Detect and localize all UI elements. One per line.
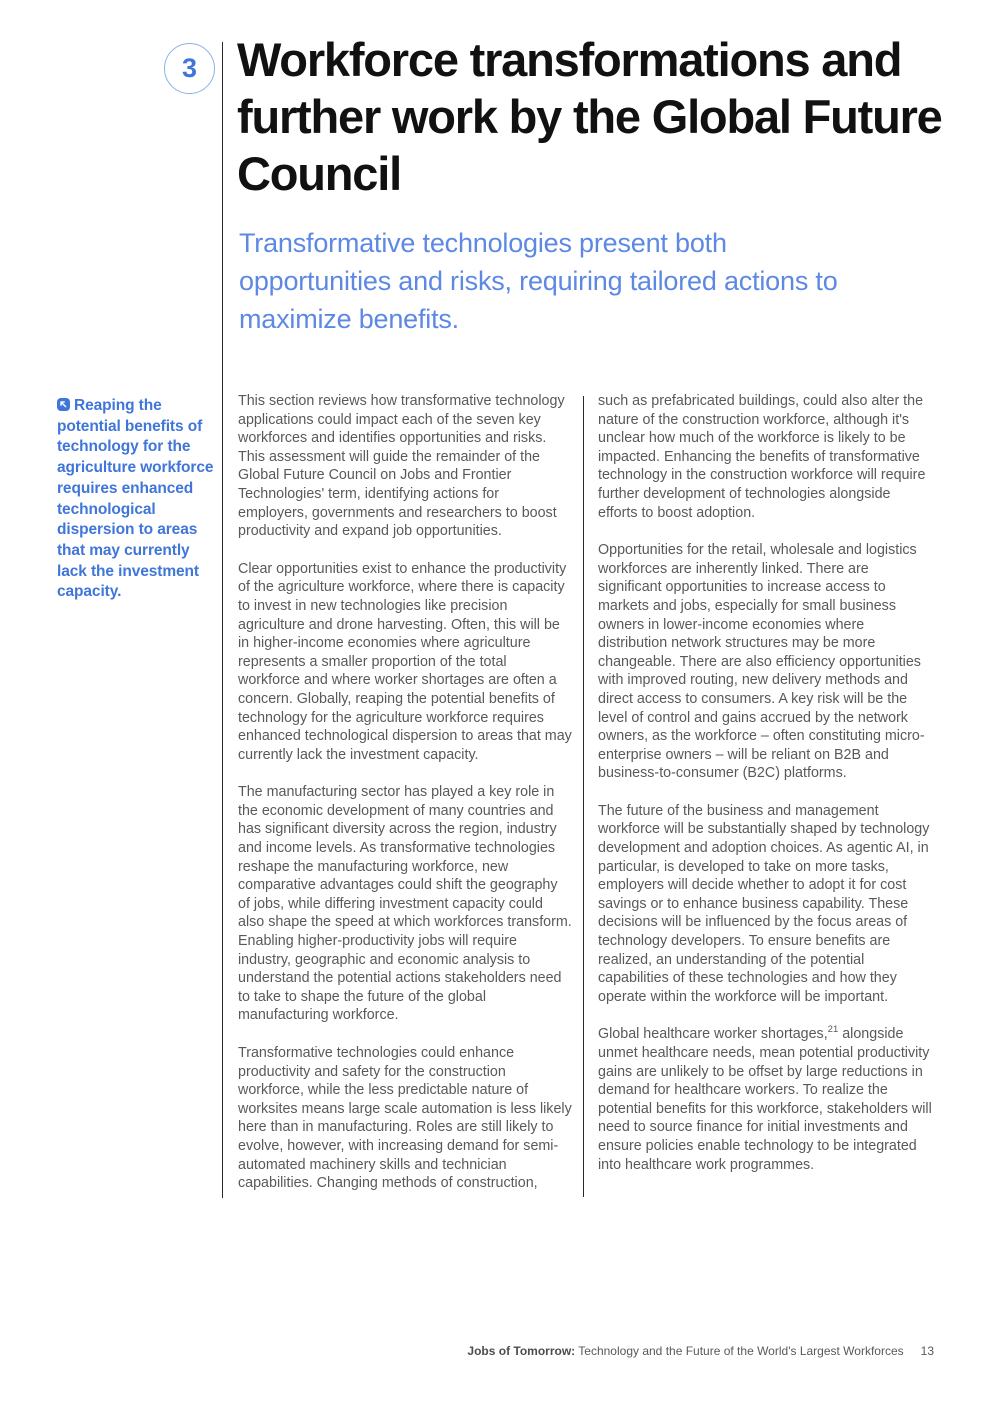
margin-callout-text: Reaping the potential benefits of technology for the agriculture workforce requires enhanced technological dispersion to areas that may currently lack the investment capacity. — [57, 397, 214, 601]
paragraph: The manufacturing sector has played a key role in the economic development of many countries and has significant diversity across the region, industry and income levels. As transformative technologies reshape the manufacturing workforce, new comparative advantages could shift the geography of jobs, while differing investment capacity could also shape the speed at which workforces transform. Enabling higher-productivity jobs will require industry, geographic and economic analysis to understand the potential actions stakeholders need to take to shape the future of the global manufacturing workforce. — [238, 784, 572, 1024]
paragraph: This section reviews how transformative technology applications could impact each of the seven key workforces and identifies opportunities and risks. This assessment will guide the remainder of the Global Future Council on Jobs and Frontier Technologies' term, identifying actions for employers, governments and researchers to boost productivity and expand job opportunities. — [238, 393, 565, 540]
paragraph: Opportunities for the retail, wholesale and logistics workforces are inherently linked. There are significant opportunities to increase access to markets and jobs, especially for small business owners in lower-income economies where distribution network structures may be more changeable. There are also efficiency opportunities with improved routing, new delivery methods and direct access to consumers. A key risk will be the level of control and gains accrued by the network owners, as the workforce – often constituting micro-enterprise owners – will be reliant on B2B and business-to-consumer (B2C) platforms. — [598, 542, 925, 782]
paragraph-text: alongside unmet healthcare needs, mean potential productivity gains are unlikely to be offset by large reductions in demand for healthcare workers. To realize the potential benefits for this workforce, stakeholders will need to source finance for initial investments and ensure policies enable technology to be integrated into healthcare work programmes. — [598, 1026, 932, 1173]
page-number: 13 — [920, 1344, 934, 1358]
callout-arrow-icon — [57, 398, 70, 411]
paragraph: Clear opportunities exist to enhance the productivity of the agriculture workforce, where there is capacity to invest in new technologies like precision agriculture and drone harvesting. Often, this will be in higher-income economies where agriculture represents a smaller proportion of the total workforce and where worker shortages are often a concern. Globally, reaping the potential benefits of technology for the agriculture workforce requires enhanced technological dispersion to areas that may currently lack the investment capacity. — [238, 560, 572, 763]
paragraph: such as prefabricated buildings, could also alter the nature of the construction workforce, although it's unclear how much of the workforce is likely to be impacted. Enhancing the benefits of transformative technology in the construction workforce will require further development of technologies alongside efforts to boost adoption. — [598, 393, 926, 521]
footer-report-title-bold: Jobs of Tomorrow: — [467, 1344, 576, 1358]
page-subtitle: Transformative technologies present both opportunities and risks, requiring tailored actions to maximize benefits. — [239, 228, 838, 334]
column-divider-rule — [583, 396, 584, 1197]
paragraph-with-footnote — [598, 1025, 932, 1174]
footnote-marker: 21 — [827, 1024, 839, 1036]
paragraph-text: Global healthcare worker shortages, — [598, 1026, 828, 1043]
body-column-right — [598, 392, 932, 1193]
page-footer — [467, 1344, 934, 1358]
footer-report-title-rest: Technology and the Future of the World's Largest Workforces — [575, 1344, 904, 1358]
margin-callout — [57, 396, 220, 603]
paragraph: The future of the business and management workforce will be substantially shaped by technology development and adoption choices. As agentic AI, in particular, is developed to take on more tasks, employers will decide whether to adopt it for cost savings or to enhance business capability. These decisions will be influenced by the focus areas of technology developers. To ensure benefits are realized, an understanding of the potential capabilities of these technologies and how they operate within the workforce will be important. — [598, 802, 930, 1005]
left-vertical-rule — [222, 42, 223, 1198]
section-number-badge — [164, 43, 215, 94]
paragraph: Transformative technologies could enhance productivity and safety for the construction workforce, while the less predictable nature of worksites means large scale automation is less likely here than in manufacturing. Roles are still likely to evolve, however, with increasing demand for semi-automated machinery skills and technician capabilities. Changing methods of construction, — [238, 1045, 572, 1192]
body-column-left — [238, 392, 572, 1212]
page-title: Workforce transformations and further work by the Global Future Council — [237, 33, 942, 200]
footer-report-title — [467, 1344, 903, 1358]
section-number: 3 — [181, 53, 198, 83]
